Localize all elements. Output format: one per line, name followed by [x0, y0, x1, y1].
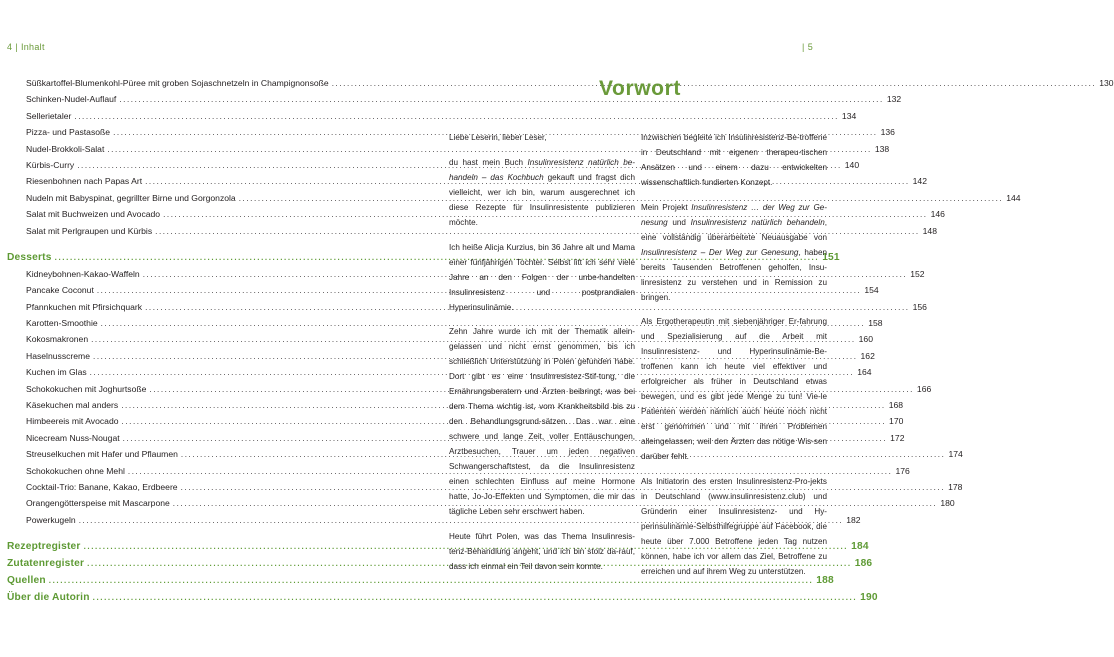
toc-entry-page: 130 — [1099, 78, 1114, 88]
toc-entry[interactable] — [7, 301, 927, 318]
toc-section[interactable] — [7, 592, 878, 609]
dot-leader — [93, 593, 858, 602]
toc-entry-title: Schokokuchen mit Joghurtsoße — [26, 383, 147, 394]
toc-entry-title: Himbeereis mit Avocado — [26, 416, 119, 427]
toc-entry-title: Süßkartoffel-Blumenkohl-Püree mit groben Sojaschnetzeln in Champignonsoße — [26, 78, 329, 88]
toc-entry[interactable] — [7, 176, 927, 192]
toc-entry-title: Pfannkuchen mit Pfirsichquark — [26, 301, 143, 312]
vorwort-column-2 — [641, 131, 827, 590]
toc-entry[interactable] — [7, 209, 945, 225]
vorwort-column-1 — [449, 131, 635, 585]
toc-section[interactable] — [7, 575, 834, 592]
toc-section[interactable] — [7, 541, 869, 558]
toc-entry-page: 151 — [822, 251, 840, 263]
toc-entry-title: Desserts — [7, 251, 52, 263]
toc-entry-title: Schokokuchen ohne Mehl — [26, 465, 125, 476]
toc-entry[interactable] — [7, 285, 879, 301]
toc-entry-page: 160 — [858, 334, 873, 345]
toc-entry-title: Sellerietaler — [26, 110, 72, 121]
toc-entry-title: Nudel-Brokkoli-Salat — [26, 143, 105, 154]
toc-entry[interactable] — [7, 334, 873, 350]
toc-entry[interactable] — [7, 94, 902, 110]
header-separator: | — [802, 42, 805, 52]
toc-entry-title: Pizza- und Pastasoße — [26, 127, 111, 138]
dot-leader — [332, 79, 1097, 88]
toc-entry-page: 158 — [868, 318, 883, 329]
paragraph: du hast mein Buch Insulinresistenz natürlich be-handeln – das Kochbuch gekauft und fragst dich vielleicht, wer ich bin, warum ausgerechnet ich diese Rezepte für Insulinresistente publizieren möchte. — [449, 157, 636, 227]
toc-entry-page: 180 — [940, 498, 955, 509]
salutation: Liebe Leserin, lieber Leser, — [449, 133, 547, 142]
toc-entry-page: 172 — [890, 432, 905, 443]
toc-entry-page: 162 — [860, 350, 875, 361]
toc-entry-page: 136 — [880, 127, 895, 138]
toc-entry-page: 176 — [895, 465, 910, 476]
toc-entry-page: 132 — [886, 94, 902, 105]
toc-entry-title: Über die Autorin — [7, 592, 90, 604]
toc-entry[interactable] — [7, 367, 872, 383]
toc-entry-title: Kuchen im Glas — [26, 367, 87, 378]
toc-entry-title: Nudeln mit Babyspinat, gegrillter Birne und Gorgonzola — [26, 192, 236, 203]
toc-entry-page: 182 — [846, 514, 861, 525]
toc-entry[interactable] — [7, 159, 860, 176]
toc-entry[interactable] — [7, 192, 1021, 209]
right-page-header — [799, 42, 813, 52]
toc-entry-title: Karotten-Smoothie — [26, 318, 98, 329]
toc-entry-page: 152 — [910, 268, 925, 279]
paragraph: Ich heiße Alicja Kurzius, bin 36 Jahre alt und Mama einer fünfjährigen Tochter. Selbst litt ich sehr viele Jahre an den Folgen der unbe-handelten Insulinresistenz und postprandialen Hyperinsulinämie. — [449, 242, 635, 312]
toc-entry-page: 146 — [930, 209, 945, 220]
toc-entry-page: 156 — [912, 301, 927, 312]
toc-entry-title: Rezeptregister — [7, 541, 81, 553]
toc-section-desserts[interactable] — [7, 251, 840, 269]
toc-entry-page: 134 — [841, 110, 857, 121]
toc-entry[interactable] — [7, 225, 937, 242]
toc-entry[interactable] — [7, 143, 890, 160]
toc-entry-page: 168 — [888, 400, 904, 411]
toc-entry-page: 170 — [889, 416, 904, 427]
toc-entry-title: Powerkugeln — [26, 514, 76, 525]
toc-entry-title: Quellen — [7, 575, 46, 587]
toc-entry[interactable] — [7, 481, 963, 498]
paragraph: Zehn Jahre wurde ich mit der Thematik allein-gelassen und nicht ernst genommen, bis ich schließlich Unterstützung in Polen gefunden habe. Dort gibt es eine Insulinresistez-Stif-tung, die Ernährungsberatern und Ärzten beibringt, was bei dem Thema wichtig ist, vom Krankheitsbild bis zu den Behandlungsgrund-sätzen. Das war eine schwere und lange Zeit, voller Enttäuschungen, Arztbesuchen, Trauer um jeden negativen Schwangerschaftstest, da die Insulinresistenz einen schlechten Einfluss auf meine Hormone hatte, Jo-Jo-Effekten und Symptomen, die mir das tägliche Leben sehr erschwert haben. — [449, 327, 635, 516]
left-page-header — [7, 42, 45, 52]
paragraph: Inzwischen begleite ich Insulinresistenz-Be-troffene in Deutschland mit eigenen therapeu-tischen Ansätzen und einem dazu entwickelten wissenschaftlich fundierten Konzept. — [641, 133, 827, 187]
vorwort-heading: Vorwort — [599, 77, 681, 100]
toc-section[interactable] — [7, 558, 873, 575]
toc-entry-title: Streuselkuchen mit Hafer und Pflaumen — [26, 449, 178, 460]
toc-entry-page: 166 — [916, 383, 932, 394]
toc-entry-page: 188 — [816, 575, 834, 587]
toc-entry-title: Kokosmakronen — [26, 334, 89, 345]
toc-entry[interactable] — [7, 416, 904, 432]
toc-entry-page: 138 — [874, 143, 890, 154]
toc-entry-page: 144 — [1006, 192, 1021, 203]
toc-entry-page: 142 — [912, 176, 927, 187]
toc-entry-title: Pancake Coconut — [26, 285, 94, 296]
toc-entry[interactable] — [7, 318, 883, 334]
right-page-number: 5 — [807, 42, 813, 52]
header-separator: | — [15, 42, 18, 52]
toc-entry-page: 178 — [948, 481, 963, 492]
toc-entry-title: Schinken-Nudel-Auflauf — [26, 94, 117, 105]
toc-entry-title: Nicecream Nuss-Nougat — [26, 432, 120, 443]
toc-entry-title: Cocktail-Trio: Banane, Kakao, Erdbeere — [26, 481, 178, 492]
toc-entry-page: 186 — [854, 558, 873, 570]
toc-entry[interactable] — [7, 350, 875, 367]
paragraph: Als Ergotherapeutin mit siebenjähriger Er-fahrung und Spezialisierung auf die Arbeit mit Insulinresistenz- und Hyperinsulinämie-Be-troffenen kann ich heute viel effektiver und erfolgreicher als früher in Deutschland etwas bewegen, und es gibt jede Menge zu tun! Vie-le Patienten werden nämlich auch heute noch nicht erst genommen und mit ihren Problemen alleingelassen, weil den Ärzten das nötige Wis-sen darüber fehlt. — [641, 317, 827, 462]
toc-entry[interactable] — [7, 110, 857, 127]
toc-entry-title: Salat mit Buchweizen und Avocado — [26, 209, 161, 220]
toc-entry-title: Riesenbohnen nach Papas Art — [26, 176, 143, 187]
paragraph: Heute führt Polen, was das Thema Insulinresis-tenz-Behandlung angeht, und ich bin stolz da-rauf, dass ich einmal ein Teil davon sein konnte. — [449, 531, 635, 571]
toc-entry-title: Haselnusscreme — [26, 350, 90, 361]
toc-entry-title: Orangengötterspeise mit Mascarpone — [26, 498, 170, 509]
toc-entry[interactable] — [7, 498, 955, 514]
toc-entry-title: Kürbis-Curry — [26, 159, 75, 170]
toc-entry[interactable] — [7, 449, 963, 465]
toc-entry[interactable] — [7, 383, 932, 400]
toc-entry-page: 164 — [857, 367, 872, 378]
toc-entry-page: 174 — [948, 449, 963, 460]
toc-entry[interactable] — [7, 514, 861, 531]
toc-entry[interactable] — [7, 400, 904, 416]
paragraph: Als Initiatorin des ersten Insulinresistenz-Pro-jekts in Deutschland (www.insulinresistenz.club) und Gründerin einer Insulinresistenz- und Hy-perinsulinämie-Selbsthilfegruppe auf Facebook, die heute über 7.000 Betroffene jeden Tag nutzen können, habe ich vor allem das Ziel, Betroffene zu erreichen und auf ihrem Weg zu unterstützen. — [641, 477, 827, 576]
toc-entry-title: Kidneybohnen-Kakao-Waffeln — [26, 268, 140, 279]
left-page-number: 4 — [7, 42, 13, 52]
left-page-label: Inhalt — [20, 42, 45, 52]
toc-entry-title: Zutatenregister — [7, 558, 85, 570]
toc-entry-page: 140 — [844, 159, 860, 170]
toc-entry-page: 148 — [922, 225, 937, 236]
toc-entry[interactable] — [7, 465, 910, 482]
toc-entry-page: 184 — [851, 541, 869, 553]
toc-entry[interactable] — [7, 432, 905, 449]
toc-entry-title: Käsekuchen mal anders — [26, 400, 119, 411]
paragraph: Mein Projekt Insulinresistenz … der Weg zur Ge-nesung und Insulinresistenz natürlich behandeln, eine vollständig überarbeitete Neuausgabe von Insulinresistenz – Der Weg zur Genesung, haben bereits Tausenden Betroffenen geholfen, Insu-linresistenz zu verstehen und in Remission zu bringen. — [641, 202, 827, 302]
toc-entry-page: 190 — [860, 592, 878, 604]
dot-leader — [119, 95, 884, 104]
toc-entry[interactable] — [7, 268, 925, 285]
dot-leader — [74, 112, 839, 121]
toc-entry-page: 154 — [864, 285, 879, 296]
toc-entry-title: Salat mit Perlgraupen und Kürbis — [26, 225, 153, 236]
